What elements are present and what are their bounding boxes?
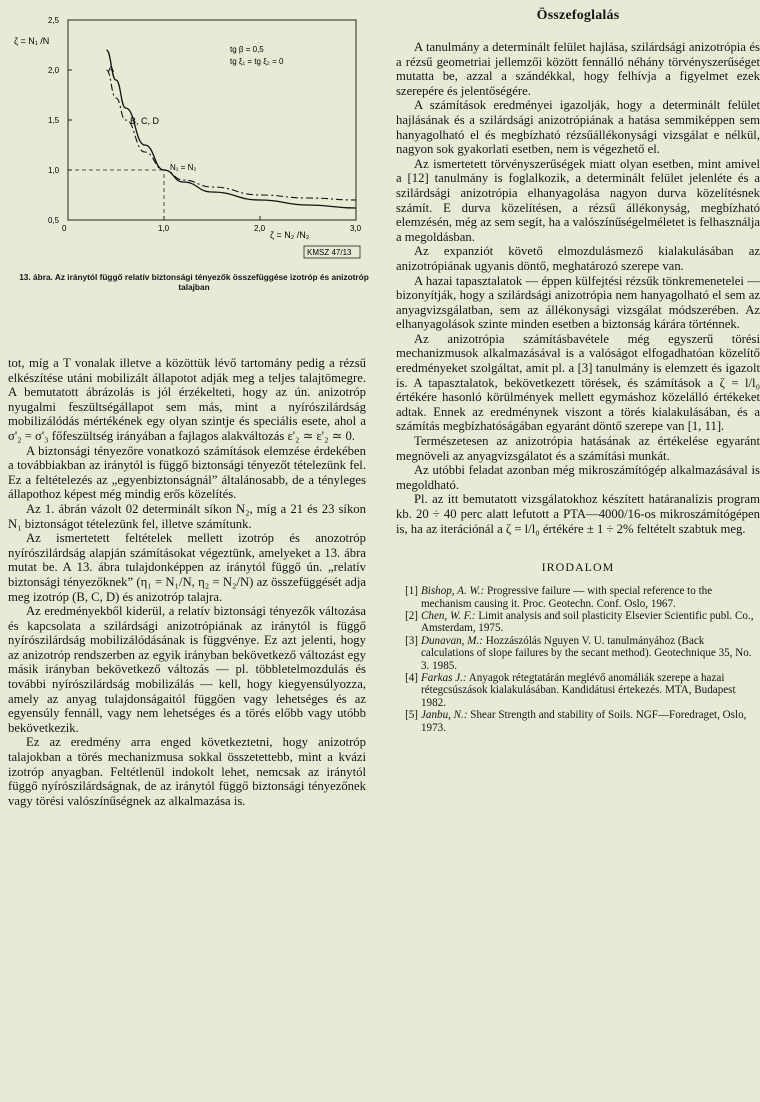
y-tick-label: 1,0	[48, 166, 60, 175]
left-paragraph-4: Az ismertetett feltételek mellett izotróp és anozotróp nyírószilárdság alapján számításokat végeztünk, amelyeket a 13. ábra mutat be. A 13. ábra tulajdonképpen az iránytól függő ún. „relatív biztonsági tényezőknek” (η₁ = N₁/N, η₂ = N₂/N) az összefüggését adja meg izotróp (B, C, D) és anizotróp talajra.	[8, 531, 366, 604]
reference-text: Limit analysis and soil plasticity Elsevier Scientific publ. Co., Amsterdam, 1975.	[421, 610, 754, 635]
x-tick-label: 2,0	[254, 224, 266, 233]
reference-author: Janbu, N.:	[421, 709, 468, 722]
stamp-text: KMSZ 47/13	[307, 248, 352, 257]
x-tick-label: 0	[62, 224, 67, 233]
right-paragraph-4: Az expanziót követő elmozdulásmező kialakulásában az anizotrópiának ugyanis döntő, meghatározó szerepe van.	[396, 244, 760, 273]
right-paragraph-5: A hazai tapasztalatok — éppen külfejtési rézsűk tönkremenetelei — bizonyítják, hogy a szilárdsági anizotrópia nem hanyagolható el sem az anyagvizsgálatban, sem az állékonysági vizsgálat módszerében. Az elhanyagolások szinte minden esetben a biztonság kárára történnek.	[396, 273, 760, 332]
plot-frame	[68, 20, 356, 220]
reference-item	[396, 610, 760, 635]
references-list	[396, 585, 760, 734]
y-tick-label: 2,5	[48, 16, 60, 25]
curve-bcd	[106, 70, 356, 200]
curve-a	[106, 50, 356, 208]
reference-item	[396, 585, 760, 610]
curve-bcd-label: B, C, D	[130, 116, 160, 126]
right-paragraph-9: Pl. az itt bemutatott vizsgálatokhoz készített határanalízis program kb. 20 ÷ 40 perc alatt lefutott a PTA—4000/16-os mikroszámítógépen is, ha az iterációnál a ζ = l/l₀ értékére ± 1 ÷ 2% feltételt szabtuk meg.	[396, 492, 760, 536]
left-paragraph-3: Az 1. ábrán vázolt 02 determinált síkon N₂, míg a 21 és 23 síkon N₁ biztonságot tételezünk fel, illetve számítunk.	[8, 501, 366, 531]
left-paragraph-2: A biztonsági tényezőre vonatkozó számítások elemzése érdekében a továbbiakban az iránytól is függő biztonsági tényezőt tételezünk fel. Ez a feltételezés az „egyenbiztonságnál” általánosabb, de a tényleges állapothoz képest még mindig erős közelítés.	[8, 443, 366, 502]
right-column	[396, 0, 760, 734]
reference-text: Anyagok rétegtatárán meglévő anomáliák szerepe a hazai rétegcsúszások kialakulásában. Kandidátusi értekezés. MTA, Budapest 1982.	[421, 672, 736, 709]
y-axis-label: ζ = N₁ /N	[14, 36, 50, 46]
y-tick-label: 1,5	[48, 116, 60, 125]
references-heading: IRODALOM	[541, 560, 615, 575]
reference-number: [3]	[405, 634, 418, 647]
reference-number: [4]	[405, 672, 418, 685]
reference-number: [2]	[405, 610, 418, 622]
reference-text: Shear Strength and stability of Soils. NGF—Foredraget, Oslo, 1973.	[421, 709, 747, 734]
reference-text: Hozzászólás Nguyen V. U. tanulmányához (Back calculations of slope failures by the secant method). Geotechnique 35, No. 3. 1985.	[421, 634, 752, 672]
x-axis-label: ζ = N₂ /N₂	[270, 230, 310, 240]
reference-author: Farkas J.:	[421, 672, 467, 685]
reference-text: Progressive failure — with special reference to the mechanism causing it. Proc. Geotechn. Conf. Oslo, 1967.	[421, 585, 713, 610]
intersection-label: N₁ = N₂	[170, 163, 197, 172]
params-line-2: tg ξ₁ = tg ξ₂ = 0	[230, 57, 284, 66]
left-paragraph-6: Ez az eredmény arra enged következtetni, hogy anizotróp talajokban a törés mechanizmusa sokkal összetettebb, mint a kvázi izotróp anyagban. Feltétlenül indokolt lehet, nemcsak az iránytól függő nyírószilárdságnak, de az iránytól függő biztonsági tényezőnek vagy törési valószínűségnek az alkalmazása is.	[8, 735, 366, 808]
reference-author: Bishop, A. W.:	[421, 585, 485, 598]
y-tick-label: 0,5	[48, 216, 60, 225]
right-paragraph-6: Az anizotrópia számításbavétele még egyszerű törési mechanizmusok alkalmazásával is a valóságot elfogadhatóan közelítő eredményeket szolgáltat, amit pl. a [3] tanulmány is elemzett és igazolt is. A tapasztalatok, bekövetkezett törések, és számítások a ζ = l/l₀ értékére hasonló körülmények mellett egymáshoz közelálló értékeket adtak. Ennek az eredménynek viszont a törés kialakulásában, és a számítás megbízhatóságában egyaránt döntő szerepe van [1, 11].	[396, 331, 760, 434]
params-line-1: tg β = 0,5	[230, 45, 264, 54]
right-paragraph-2: A számítások eredményei igazolják, hogy a determinált felület hajlásának és a szilárdsági anizotrópiának a hatása semmiképpen sem hanyagolható el és megbízható rézsűállékonysági vizsgálat e nélkül, nagyon sok gyakorlati esetben, nem is végezhető el.	[396, 98, 760, 157]
figure-caption: 13. ábra. Az iránytól függő relatív biztonsági tényezők összefüggése izotróp és anizotróp talajban	[19, 272, 369, 292]
y-tick-label: 2,0	[48, 66, 60, 75]
figure-13-chart	[8, 0, 366, 300]
reference-item	[396, 672, 760, 709]
reference-item	[396, 635, 760, 672]
reference-author: Dunavan, M.:	[421, 634, 483, 647]
right-paragraph-1: A tanulmány a determinált felület hajlása, szilárdsági anizotrópia és a rézsű geometriai jellemzői között fennálló néhány törvényszerűséget mutatta be, azzal a szándékkal, hogy felhívja a figyelmet ezek szerepére és jelentőségére.	[396, 40, 760, 98]
x-axis-ticks	[62, 216, 362, 233]
reference-number: [5]	[405, 709, 418, 722]
reference-number: [1]	[405, 585, 418, 598]
left-text-body	[8, 356, 366, 808]
reference-author: Chen, W. F.:	[421, 610, 476, 622]
right-paragraph-7: Természetesen az anizotrópia hatásának az értékelése egyaránt megnöveli az anyagvizsgálatot és a számítási munkát.	[396, 434, 760, 463]
summary-heading: Összefoglalás	[536, 8, 620, 23]
left-paragraph-1: tot, míg a T vonalak illetve a közöttük lévő tartomány pedig a rézsű elkészítése utáni mobilizált állapotot adják meg a teljes talajtömegre. A bemutatott ábrázolás is jól érzékelteti, hogy az ún. anizotróp nyugalmi feszültségállapot sem más, mint a nyírószilárdság mobilizálódás mértékének egy olyan szintje és speciális esete, ahol a σ'₂ = σ'₃ főfeszültség irányában a fajlagos alakváltozás ε'₂ ≃ ε'₂ ≃ 0.	[8, 356, 366, 443]
right-paragraph-3: Az ismertetett törvényszerűségek miatt olyan esetben, mint amivel a [12] tanulmány is foglalkozik, a determinált felület jelenléte és a szilárdsági anizotrópia elhanyagolása nagyon durva közelítésnek számít. E durva közelítésen, a rézsű állékonyság, megbízható elemzésén, még az sem segít, ha a valószínűségelméletet is felhasználja a megoldásban.	[396, 156, 760, 244]
right-paragraph-8: Az utóbbi feladat azonban még mikroszámítógép alkalmazásával is megoldható.	[396, 463, 760, 492]
reference-item	[396, 709, 760, 734]
left-paragraph-5: Az eredményekből kiderül, a relatív biztonsági tényezők változása és kapcsolata a szilárdsági anizotrópiának az iránytól is függő nyírószilárdság mobilizálódásának is függvénye. Ez azt jelenti, hogy az anizotróp rendszerben az egyik irányban bekövetkező változást egy másik irányban bekövetkező változás — pl. többletelmozdulás és további nyírószilárdság mobilizálás — kell, hogy kiegyensúlyozza, amely az anyag tulajdonságaitól függően vagy lehetséges és az egyensúly fennáll, vagy nem lehetséges és a törés előbb vagy utóbb bekövetkezik.	[8, 604, 366, 735]
curve-a-label: A	[108, 64, 115, 74]
x-tick-label: 3,0	[350, 224, 362, 233]
x-tick-label: 1,0	[158, 224, 170, 233]
